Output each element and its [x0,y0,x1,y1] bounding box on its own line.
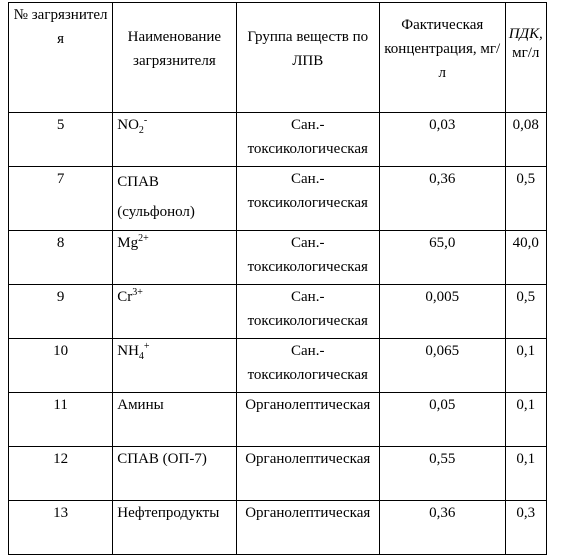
cell-name: Нефтепродукты [113,501,236,555]
cell-name: СПАВ (сульфонол) [113,167,236,231]
header-pdk [505,3,547,113]
cell-group: Сан.-токсикологическая [236,339,379,393]
header-name: Наименование загрязнителя [113,3,236,113]
cell-num: 11 [9,393,113,447]
cell-name: СПАВ (ОП-7) [113,447,236,501]
cell-group: Органолептическая [236,501,379,555]
cell-name: $NO_2^-$ [113,113,236,167]
cell-concentration: 0,55 [379,447,505,501]
header-pdk-unit: мг/л [512,45,540,61]
cell-pdk: 0,5 [505,167,547,231]
table-row [9,393,547,447]
pollutants-table [8,2,547,555]
cell-num: 9 [9,285,113,339]
cell-concentration: 65,0 [379,231,505,285]
cell-group: Органолептическая [236,447,379,501]
table-header-row [9,3,547,113]
cell-group: Сан.-токсикологическая [236,285,379,339]
cell-group: Органолептическая [236,393,379,447]
cell-group: Сан.-токсикологическая [236,113,379,167]
cell-pdk: 0,1 [505,447,547,501]
cell-group: Сан.-токсикологическая [236,231,379,285]
cell-pdk: 0,3 [505,501,547,555]
table-row [9,167,547,231]
cell-num: 12 [9,447,113,501]
header-num: № загрязнителя [9,3,113,113]
cell-num: 13 [9,501,113,555]
header-group: Группа веществ по ЛПВ [236,3,379,113]
cell-pdk: 0,1 [505,339,547,393]
header-concentration: Фактическая концентрация, мг/л [379,3,505,113]
cell-group: Сан.-токсикологическая [236,167,379,231]
cell-concentration: 0,065 [379,339,505,393]
cell-concentration: 0,36 [379,167,505,231]
cell-name: $Mg^{2+}$ [113,231,236,285]
cell-num: 7 [9,167,113,231]
cell-concentration: 0,05 [379,393,505,447]
cell-name: $NH_4^+$ [113,339,236,393]
cell-num: 8 [9,231,113,285]
cell-pdk: 0,5 [505,285,547,339]
cell-num: 5 [9,113,113,167]
table-row [9,501,547,555]
cell-pdk: 0,1 [505,393,547,447]
table-row [9,447,547,501]
cell-concentration: 0,03 [379,113,505,167]
table-row [9,113,547,167]
cell-name: $Cr^{3+}$ [113,285,236,339]
cell-pdk: 40,0 [505,231,547,285]
cell-pdk: 0,08 [505,113,547,167]
table-row [9,231,547,285]
cell-concentration: 0,36 [379,501,505,555]
table-row [9,285,547,339]
cell-num: 10 [9,339,113,393]
cell-name: Амины [113,393,236,447]
header-pdk-label: ПДК, [508,26,543,42]
cell-concentration: 0,005 [379,285,505,339]
table-row [9,339,547,393]
